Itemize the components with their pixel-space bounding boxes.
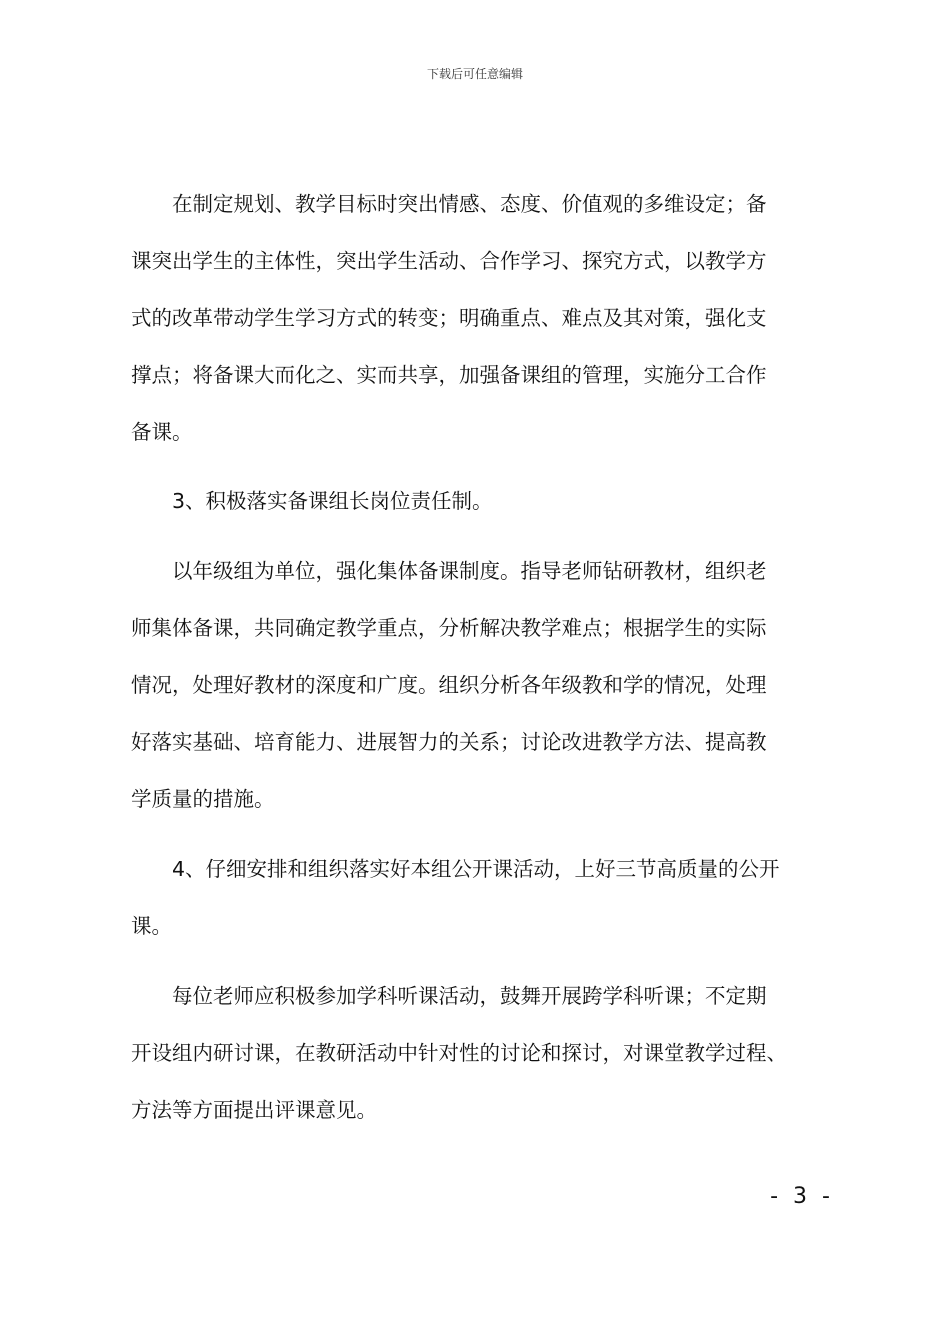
paragraph-3-line-2: 师集体备课，共同确定教学重点，分析解决教学难点；根据学生的实际: [131, 616, 767, 640]
paragraph-5-line-3: 方法等方面提出评课意见。: [131, 1098, 377, 1122]
paragraph-1-line-1: 在制定规划、教学目标时突出情感、态度、价值观的多维设定；备: [172, 192, 767, 216]
section-heading-3: 3、积极落实备课组长岗位责任制。: [172, 489, 493, 513]
paragraph-5-line-2: 开设组内研讨课，在教研活动中针对性的讨论和探讨，对课堂教学过程、: [131, 1041, 787, 1065]
section-heading-4-line-2: 课。: [131, 914, 172, 938]
paragraph-5-line-1: 每位老师应积极参加学科听课活动，鼓舞开展跨学科听课；不定期: [172, 984, 767, 1008]
page-number: - 3 -: [770, 1184, 834, 1209]
paragraph-3-line-4: 好落实基础、培育能力、进展智力的关系；讨论改进教学方法、提高教: [131, 730, 767, 754]
paragraph-1-line-4: 撑点；将备课大而化之、实而共享，加强备课组的管理，实施分工合作: [131, 363, 767, 387]
paragraph-1-line-2: 课突出学生的主体性，突出学生活动、合作学习、探究方式，以教学方: [131, 249, 767, 273]
page-header: 下载后可任意编辑: [426, 67, 523, 81]
paragraph-3-line-3: 情况，处理好教材的深度和广度。组织分析各年级教和学的情况，处理: [131, 673, 767, 697]
paragraph-3-line-1: 以年级组为单位，强化集体备课制度。指导老师钻研教材，组织老: [172, 559, 767, 583]
paragraph-1-line-5: 备课。: [131, 420, 193, 444]
paragraph-3-line-5: 学质量的措施。: [131, 787, 275, 811]
paragraph-1-line-3: 式的改革带动学生学习方式的转变；明确重点、难点及其对策，强化支: [131, 306, 767, 330]
section-heading-4-line-1: 4、仔细安排和组织落实好本组公开课活动，上好三节高质量的公开: [172, 857, 780, 881]
